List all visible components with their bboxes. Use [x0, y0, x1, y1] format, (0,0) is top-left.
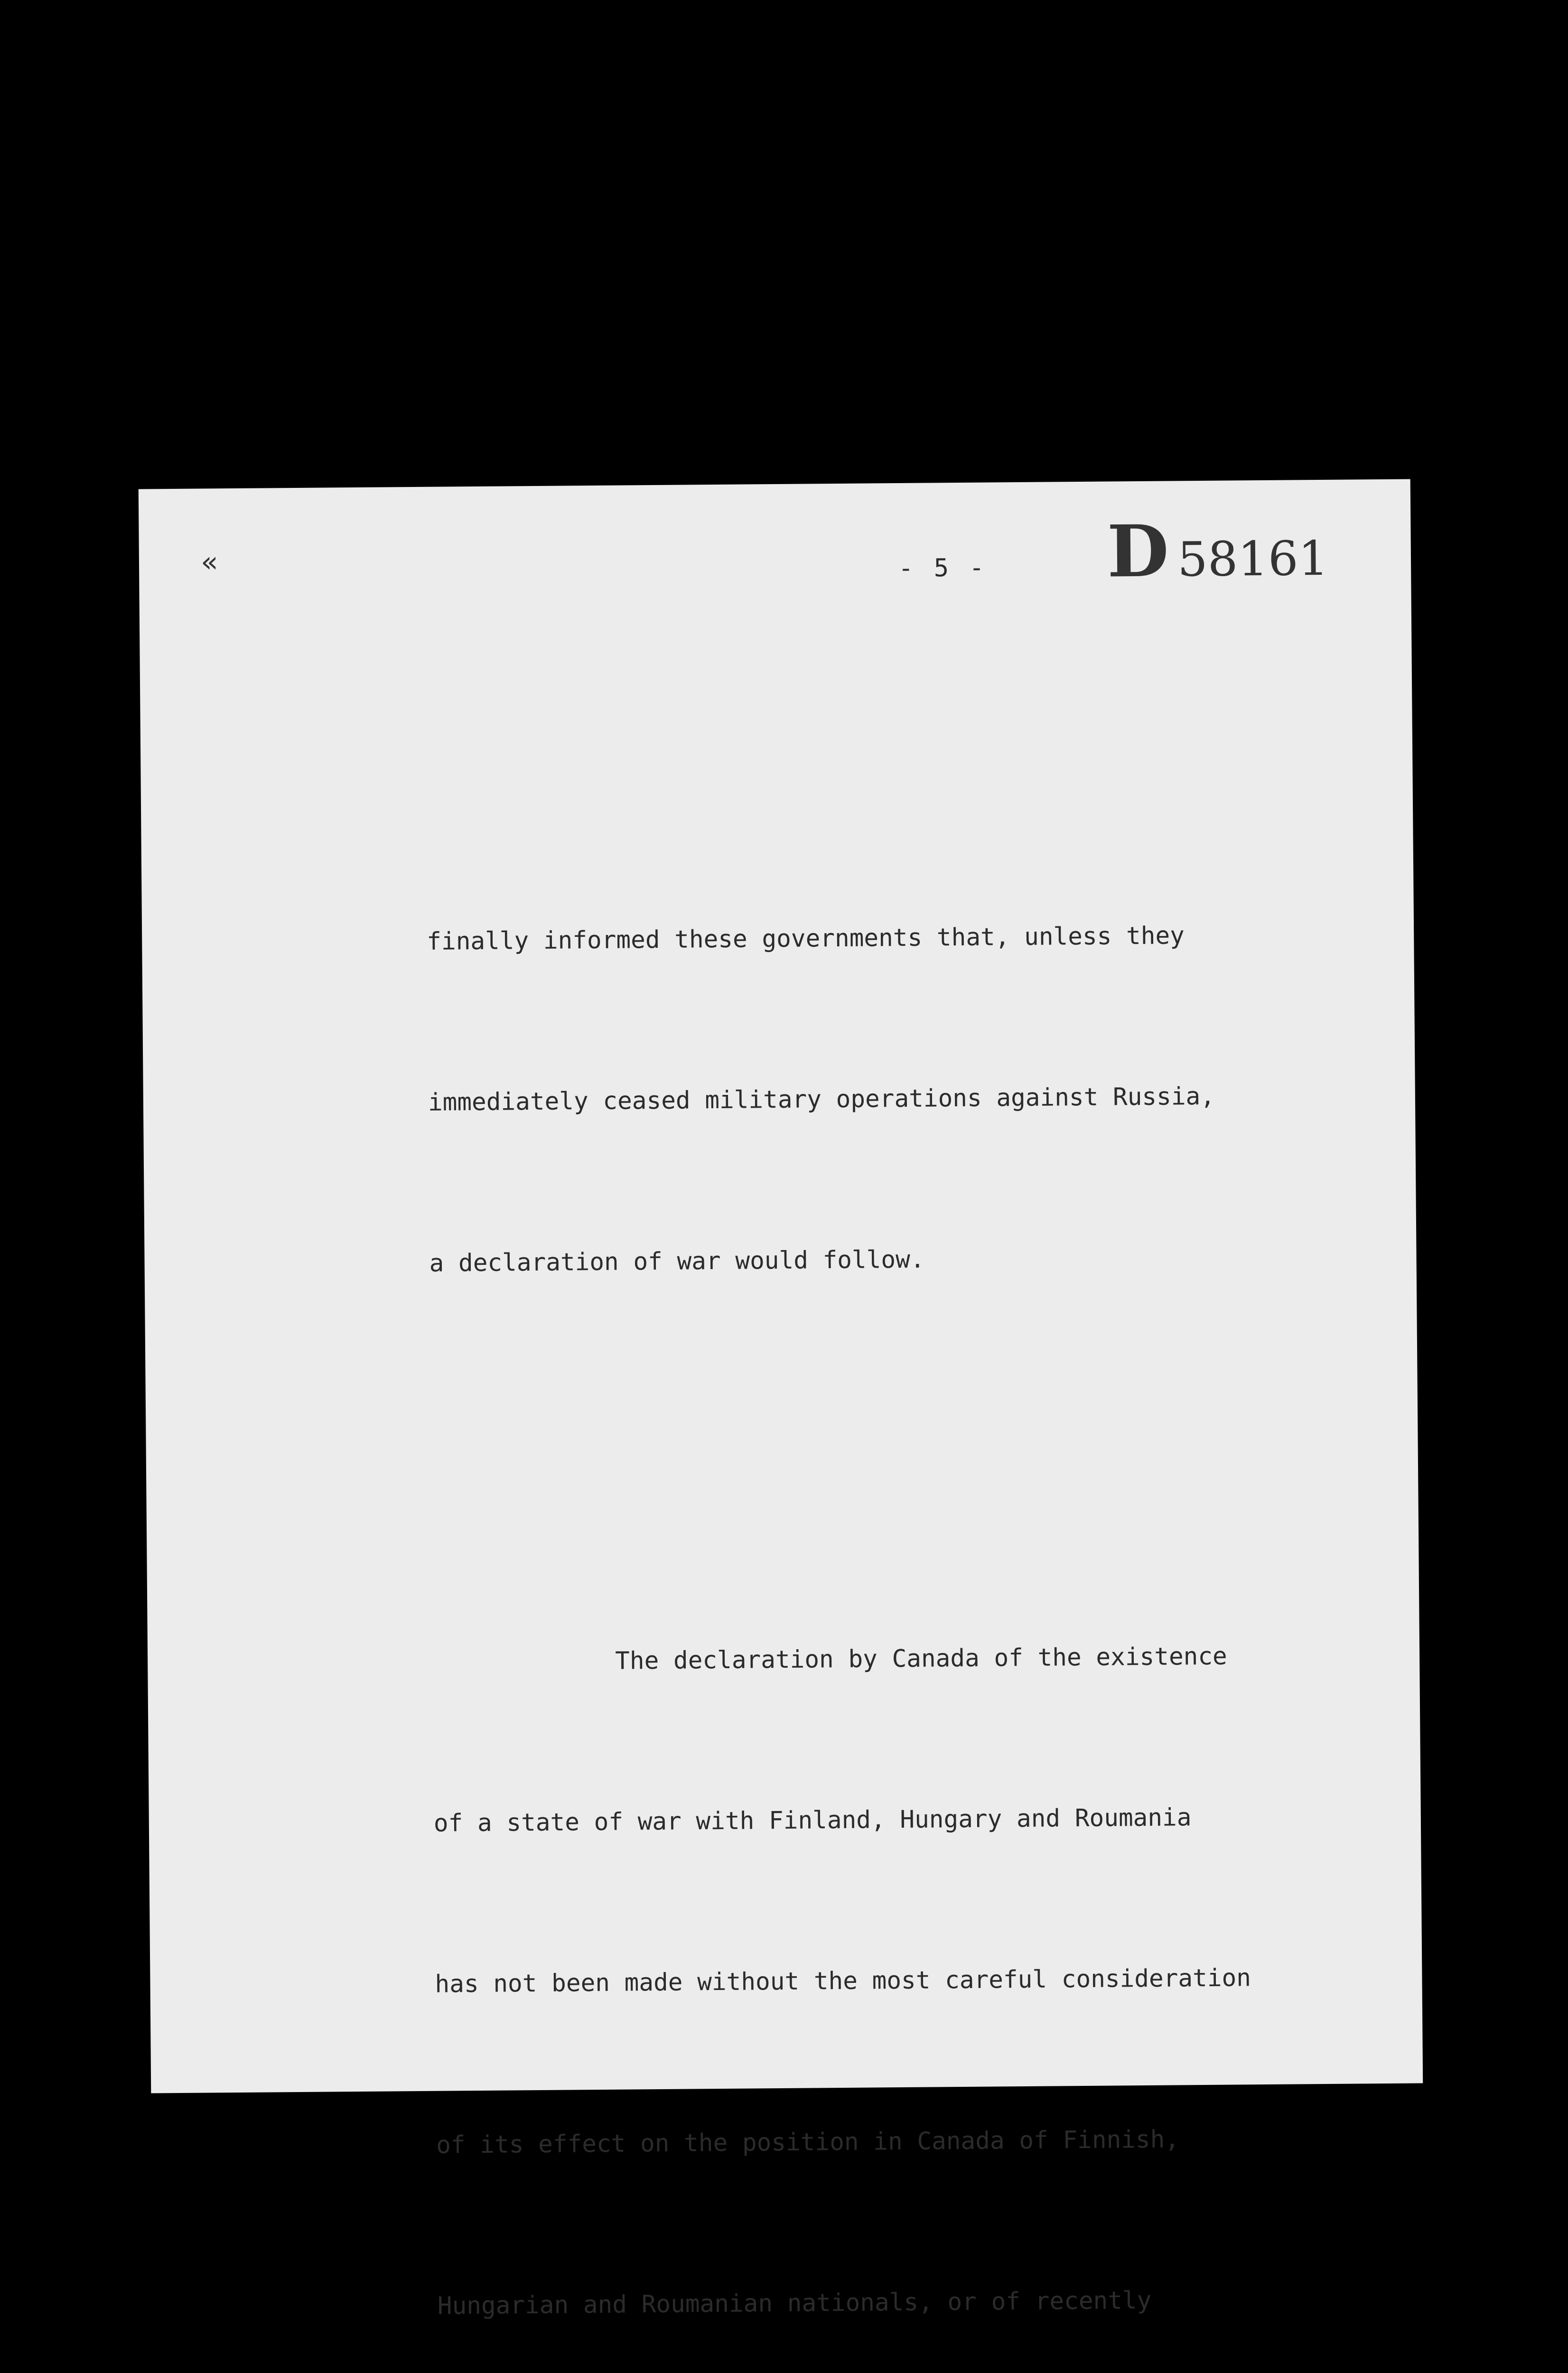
document-page [139, 479, 1423, 2320]
document-body [425, 693, 1386, 2373]
text-line: Hungarian and Roumanian nationals, or of recently [437, 2286, 1152, 2320]
text-line: The declaration by Canada of the existence [615, 1642, 1227, 1675]
text-line: of a state of war with Finland, Hungary and Roumania [433, 1803, 1192, 1838]
stamp-letter: D [1107, 509, 1169, 594]
text-line: a declaration of war would follow. [429, 1245, 925, 1278]
text-line: has not been made without the most careful consideration [435, 1964, 1251, 1999]
page-number: - 5 - [898, 553, 987, 583]
paragraph-1 [426, 800, 1361, 1397]
stamp-number: 58161 [1177, 530, 1329, 588]
archive-stamp [1107, 508, 1329, 594]
margin-mark: « [200, 545, 218, 579]
text-line: finally informed these governments that, unless they [427, 922, 1185, 956]
text-line: of its effect on the position in Canada of Finnish, [436, 2125, 1180, 2159]
text-line: immediately ceased military operations against Russia, [428, 1082, 1215, 1117]
paragraph-2 [431, 1521, 1385, 2373]
